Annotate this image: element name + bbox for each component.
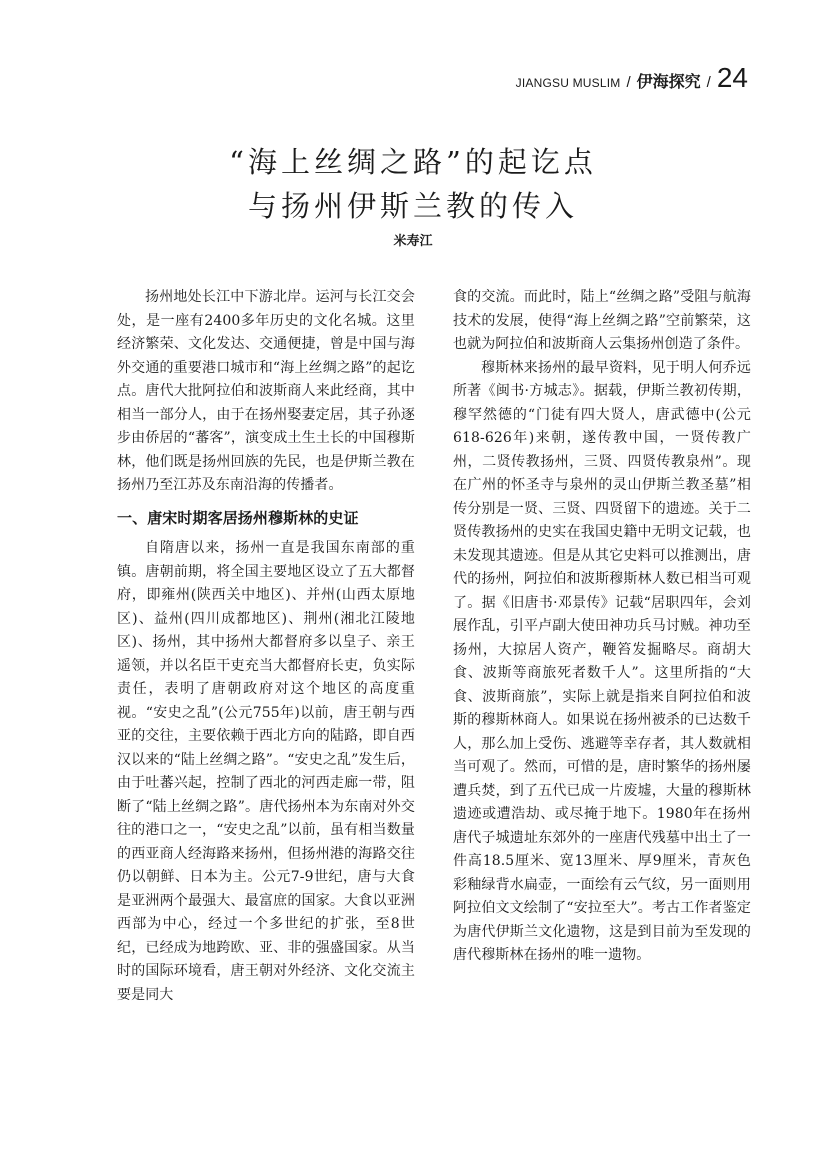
paragraph: 扬州地处长江中下游北岸。运河与长江交会处，是一座有2400多年历史的文化名城。这里经济繁荣、文化发达、交通便捷，曾是中国与海外交通的重要港口城市和“海上丝绸之路”的起讫点。唐代大批阿拉伯和波斯商人来此经商，其中相当一部分人，由于在扬州娶妻定居，其子孙逐步由侨居的“蕃客”，演变成土生土长的中国穆斯林，他们既是扬州回族的先民，也是伊斯兰教在扬州乃至江苏及东南沿海的传播者。 xyxy=(117,289,415,493)
author-name: 米寿江 xyxy=(393,234,433,249)
left-column xyxy=(117,286,415,1007)
paragraph: 穆斯林来扬州的最早资料，见于明人何乔远所著《闽书·方城志》。据载，伊斯兰教初传期，穆罕然德的“门徒有四大贤人，唐武德中(公元618-626年)来朝，遂传教中国，一贤传教广州，二贤传教扬州，三贤、四贤传教泉州”。现在广州的怀圣寺与泉州的灵山伊斯兰教圣墓”相传分别是一贤、三贤、四贤留下的遗迹。关于二贤传教扬州的史实在我国史籍中无明文记载，也未发现其遗迹。但是从其它史料可以推测出，唐代的扬州，阿拉伯和波斯穆斯林人数已相当可观了。据《旧唐书·邓景传》记载“居职四年，会刘展作乱，引平卢副大使田神功兵马讨贼。神功至扬州，大掠居人资产，鞭笞发掘略尽。商胡大食、波斯等商旅死者数千人”。这里所指的“大食、波斯商旅”，实际上就是指来自阿拉伯和波斯的穆斯林商人。如果说在扬州被杀的已达数千人，那么加上受伤、逃避等幸存者，其人数就相当可观了。然而，可惜的是，唐时繁华的扬州屡遭兵焚，到了五代已成一片废墟，大量的穆斯林遗迹或遭浩劫、或尽掩于地下。1980年在扬州唐代子城遗址东郊外的一座唐代残墓中出土了一件高18.5厘米、宽13厘米、厚9厘米，青灰色彩釉绿背水扁壶，一面绘有云气纹，另一面则用阿拉伯文文绘制了“安拉至大”。考古工作者鉴定为唐代伊斯兰文化遗物，这是到目前为至发现的唐代穆斯林在扬州的唯一遗物。 xyxy=(453,359,751,963)
header-separator: / xyxy=(706,74,711,91)
section-heading: 一、唐宋时期客居扬州穆斯林的史证 xyxy=(117,508,359,527)
title-line-1: “海上丝绸之路”的起讫点 xyxy=(229,145,597,179)
page-number: 24 xyxy=(716,62,748,93)
running-header xyxy=(516,62,748,96)
title-line-2: 与扬州伊斯兰教的传入 xyxy=(247,189,578,223)
header-separator: / xyxy=(626,74,631,91)
journal-name-cn: 伊海探究 xyxy=(636,72,701,91)
article-title xyxy=(0,140,826,228)
paragraph-continued: 食的交流。而此时，陆上“丝绸之路”受阻与航海技术的发展，使得“海上丝绸之路”空前繁荣，这也就为阿拉伯和波斯商人云集扬州创造了条件。 xyxy=(453,289,751,352)
paragraph: 自隋唐以来，扬州一直是我国东南部的重镇。唐朝前期，将全国主要地区设立了五大都督府，即雍州(陕西关中地区)、并州(山西太原地区)、益州(四川成都地区)、荆州(湘北江陵地区)、扬州，其中扬州大都督府多以皇子、亲王遥领，并以名臣干吏充当大都督府长吏，负实际责任，表明了唐朝政府对这个地区的高度重视。“安史之乱”(公元755年)以前，唐王朝与西亚的交往，主要依赖于西北方向的陆路，即自西汉以来的“陆上丝绸之路”。“安史之乱”发生后，由于吐蕃兴起，控制了西北的河西走廊一带，阻断了“陆上丝绸之路”。唐代扬州本为东南对外交往的港口之一，“安史之乱”以前，虽有相当数量的西亚商人经海路来扬州，但扬州港的海路交往仍以朝鲜、日本为主。公元7-9世纪，唐与大食是亚洲两个最强大、最富庶的国家。大食以亚洲西部为中心，经过一个多世纪的扩张，至8世纪，已经成为地跨欧、亚、非的强盛国家。从当时的国际环境看，唐王朝对外经济、文化交流主要是同大 xyxy=(117,540,415,1003)
journal-name-en: JIANGSU MUSLIM xyxy=(515,76,621,90)
right-column xyxy=(453,286,751,968)
